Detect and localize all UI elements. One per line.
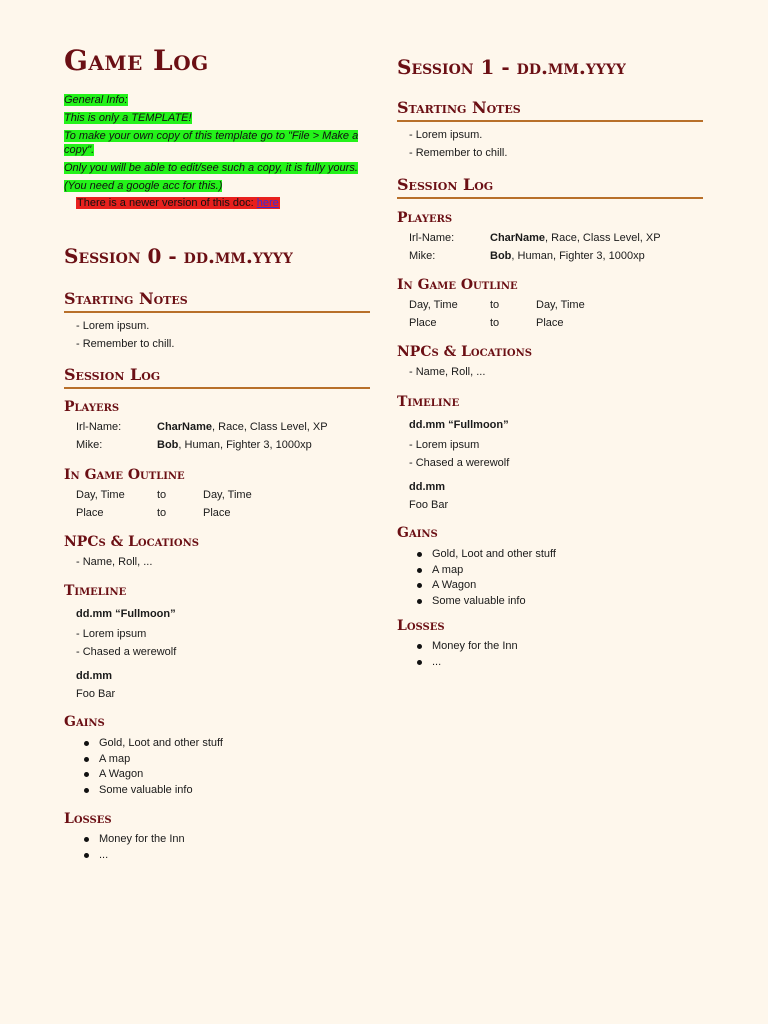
gains-heading: Gains (64, 714, 105, 730)
gain-item: A map (397, 563, 703, 579)
loss-item: Money for the Inn (397, 639, 703, 655)
newer-version-link[interactable]: here (256, 197, 279, 209)
outline-heading: In Game Outline (397, 277, 518, 293)
losses-section (397, 618, 703, 670)
player-irl-name: Irl-Name: (409, 232, 455, 244)
loss-item: ... (64, 848, 370, 864)
timeline-item: - Lorem ipsum (409, 439, 480, 451)
gain-item: Gold, Loot and other stuff (64, 736, 370, 752)
losses-heading: Losses (64, 811, 112, 827)
newer-version-notice (76, 197, 280, 209)
info-line: To make your own copy of this template go to "File > Make a copy". (64, 130, 359, 156)
players-section (64, 399, 370, 454)
player-irl-name: Mike: (76, 439, 103, 451)
timeline-heading: Timeline (64, 583, 127, 599)
timeline-section (64, 583, 370, 703)
player-char-name: Bob (157, 439, 179, 451)
player-details: , Race, Class Level, XP (545, 232, 661, 244)
gains-section (64, 714, 370, 798)
timeline-item: Foo Bar (409, 499, 449, 511)
player-details: , Human, Fighter 3, 1000xp (511, 250, 645, 262)
starting-notes-heading: Starting Notes (397, 98, 703, 122)
note-line: - Lorem ipsum. (76, 320, 150, 332)
timeline-date: dd.mm (409, 481, 446, 493)
gains-section (397, 525, 703, 609)
note-line: - Remember to chill. (409, 147, 508, 159)
outline-to: Place (203, 507, 231, 519)
gain-item: Some valuable info (397, 594, 703, 610)
gain-item: Some valuable info (64, 783, 370, 799)
session-title: Session 1 - dd.mm.yyyy (397, 55, 626, 79)
npcs-section (397, 344, 703, 381)
player-irl-name: Mike: (409, 250, 436, 262)
npc-line: - Name, Roll, ... (409, 366, 486, 378)
outline-section (397, 277, 703, 332)
gains-heading: Gains (397, 525, 438, 541)
session-log-heading: Session Log (64, 365, 370, 389)
loss-item: ... (397, 655, 703, 671)
timeline-item: - Lorem ipsum (76, 628, 147, 640)
session-title: Session 0 - dd.mm.yyyy (64, 244, 293, 268)
gain-item: Gold, Loot and other stuff (397, 547, 703, 563)
outline-from: Place (409, 317, 437, 329)
outline-from: Place (76, 507, 104, 519)
outline-to: Place (536, 317, 564, 329)
gain-item: A Wagon (64, 767, 370, 783)
player-irl-name: Irl-Name: (76, 421, 122, 433)
session-log-section (397, 175, 703, 199)
info-line: General Info: (64, 94, 128, 106)
outline-from: Day, Time (409, 299, 458, 311)
page-title: Game Log (64, 44, 209, 77)
player-char-name: CharName (157, 421, 213, 433)
info-line: Only you will be able to edit/see such a copy, it is fully yours. (64, 162, 358, 174)
gain-item: A Wagon (397, 578, 703, 594)
session-1 (397, 55, 703, 79)
newer-version-text: There is a newer version of this doc: (77, 197, 254, 209)
loss-item: Money for the Inn (64, 832, 370, 848)
player-char-name: Bob (490, 250, 512, 262)
timeline-item: - Chased a werewolf (409, 457, 510, 469)
starting-notes-section (397, 98, 703, 162)
players-heading: Players (64, 399, 120, 415)
session-log-heading: Session Log (397, 175, 703, 199)
outline-sep: to (490, 299, 500, 311)
timeline-date: dd.mm “Fullmoon” (76, 608, 176, 620)
losses-section (64, 811, 370, 863)
timeline-date: dd.mm “Fullmoon” (409, 419, 509, 431)
timeline-section (397, 394, 703, 514)
timeline-item: Foo Bar (76, 688, 116, 700)
outline-sep: to (490, 317, 500, 329)
gain-item: A map (64, 752, 370, 768)
general-info-block (64, 93, 370, 214)
player-char-name: CharName (490, 232, 546, 244)
outline-sep: to (157, 489, 167, 501)
losses-heading: Losses (397, 618, 445, 634)
player-details: , Human, Fighter 3, 1000xp (178, 439, 312, 451)
player-details: , Race, Class Level, XP (212, 421, 328, 433)
starting-notes-section (64, 289, 370, 353)
players-heading: Players (397, 210, 453, 226)
starting-notes-heading: Starting Notes (64, 289, 370, 313)
info-line: This is only a TEMPLATE! (64, 112, 192, 124)
players-section (397, 210, 703, 265)
outline-to: Day, Time (536, 299, 585, 311)
outline-to: Day, Time (203, 489, 252, 501)
info-line: (You need a google acc for this.) (64, 180, 223, 192)
note-line: - Remember to chill. (76, 338, 175, 350)
note-line: - Lorem ipsum. (409, 129, 483, 141)
timeline-date: dd.mm (76, 670, 113, 682)
npcs-heading: NPCs & Locations (64, 534, 199, 550)
outline-sep: to (157, 507, 167, 519)
timeline-heading: Timeline (397, 394, 460, 410)
npcs-heading: NPCs & Locations (397, 344, 532, 360)
outline-from: Day, Time (76, 489, 125, 501)
outline-section (64, 467, 370, 522)
outline-heading: In Game Outline (64, 467, 185, 483)
session-0 (64, 244, 370, 268)
npcs-section (64, 534, 370, 571)
session-log-section (64, 365, 370, 389)
timeline-item: - Chased a werewolf (76, 646, 177, 658)
npc-line: - Name, Roll, ... (76, 556, 153, 568)
